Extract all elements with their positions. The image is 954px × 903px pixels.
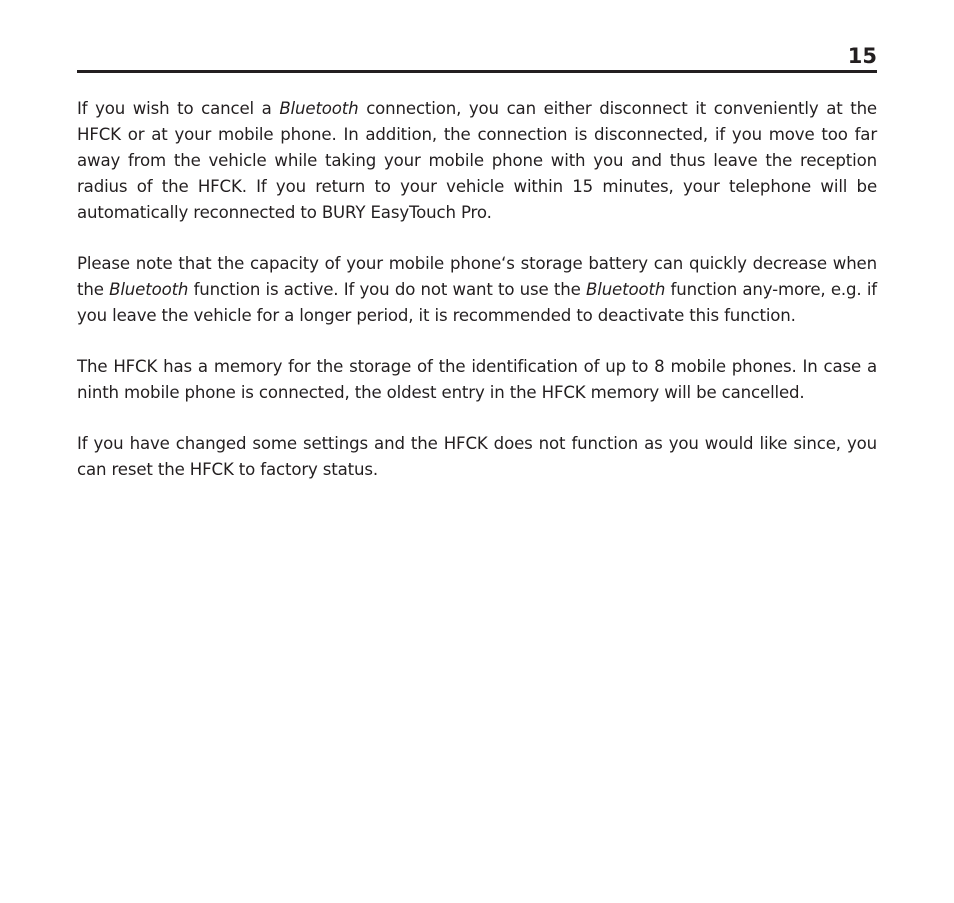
- page-content: [77, 96, 877, 508]
- paragraph-text: Please note that the capacity of your mobile phone‘s storage battery can quickly decrease when the: [77, 254, 877, 299]
- bluetooth-term: Bluetooth: [109, 280, 189, 299]
- paragraph-text: connection, you can either disconnect it conveniently at the HFCK or at your mobile phone. In addition, the connection is disconnected, if you move too far away from the vehicle while taking your mobile phone with you and thus leave the reception radius of the HFCK. If you return to your vehicle within 15 minutes, your telephone will be automatically reconnected to BURY EasyTouch Pro.: [77, 99, 877, 222]
- header-rule: [77, 70, 877, 73]
- paragraph-memory: The HFCK has a memory for the storage of the identification of up to 8 mobile phones. In case a ninth mobile phone is connected, the oldest entry in the HFCK memory will be cancelled.: [77, 357, 877, 402]
- paragraph-cancel-connection: [77, 96, 877, 226]
- paragraph-text: function any-more, e.g. if you leave the vehicle for a longer period, it is recommended to deactivate this function.: [77, 280, 877, 325]
- paragraph-text: If you wish to cancel a: [77, 99, 280, 118]
- page-number: 15: [847, 44, 877, 68]
- paragraph-text: function is active. If you do not want to use the: [188, 280, 586, 299]
- bluetooth-term: Bluetooth: [279, 99, 359, 118]
- bluetooth-term: Bluetooth: [586, 280, 666, 299]
- paragraph-factory-reset: If you have changed some settings and the HFCK does not function as you would like since, you can reset the HFCK to factory status.: [77, 434, 877, 479]
- paragraph-battery-note: [77, 251, 877, 329]
